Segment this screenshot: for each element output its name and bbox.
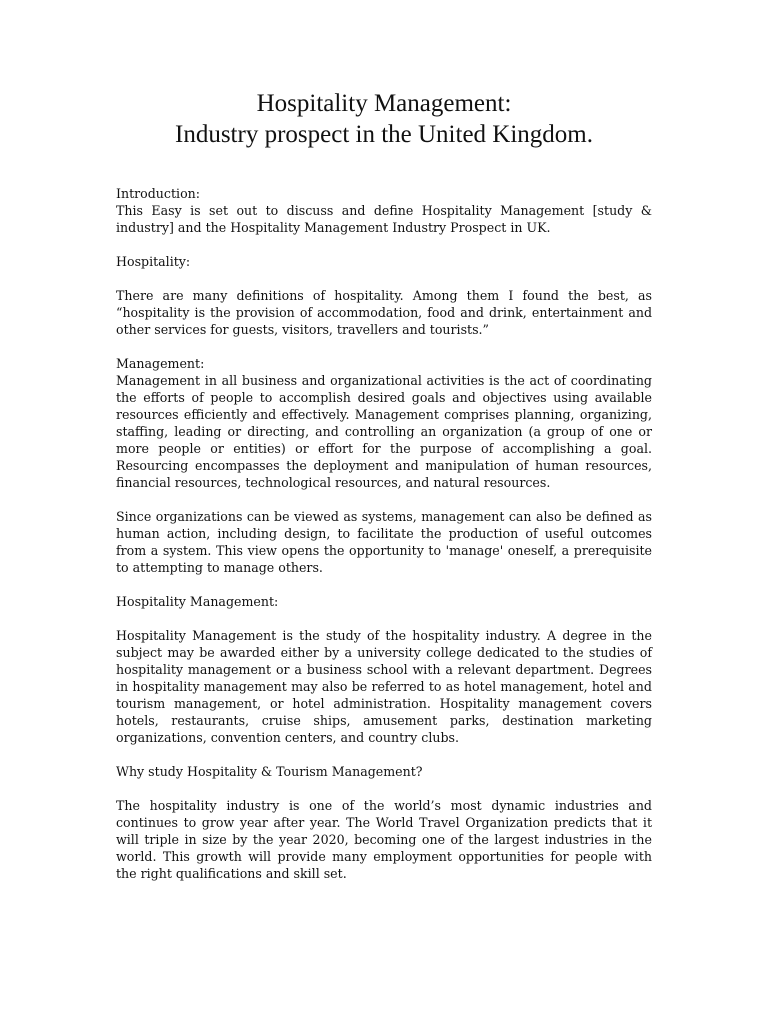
management-paragraph-2: Since organizations can be viewed as systems, management can also be defined as human action, including design, to facilitate the production of useful outcomes from a system. This view opens the opportunity to 'manage' oneself, a prerequisite to attempting to manage others. xyxy=(116,509,652,575)
introduction-paragraph: This Easy is set out to discuss and define Hospitality Management [study & industry] and the Hospitality Management Industry Prospect in UK. xyxy=(116,203,652,235)
title-line-1: Hospitality Management: xyxy=(256,90,512,117)
hospitality-management-paragraph: Hospitality Management is the study of the hospitality industry. A degree in the subject may be awarded either by a university college dedicated to the studies of hospitality management or a business school with a relevant department. Degrees in hospitality management may also be referred to as hotel management, hotel and tourism management, or hotel administration. Hospitality management covers hotels, restaurants, cruise ships, amusement parks, destination marketing organizations, convention centers, and country clubs. xyxy=(116,628,652,745)
document-title xyxy=(116,88,652,150)
document-body xyxy=(116,185,652,882)
management-heading: Management: xyxy=(116,356,205,371)
hospitality-paragraph: There are many definitions of hospitality. Among them I found the best, as “hospitality is the provision of accommodation, food and drink, entertainment and other services for guests, visitors, travellers and tourists.” xyxy=(116,288,652,337)
management-paragraph-1: Management in all business and organizational activities is the act of coordinating the efforts of people to accomplish desired goals and objectives using available resources efficiently and effectively. Management comprises planning, organizing, staffing, leading or directing, and controlling an organization (a group of one or more people or entities) or effort for the purpose of accomplishing a goal. Resourcing encompasses the deployment and manipulation of human resources, financial resources, technological resources, and natural resources. xyxy=(116,373,652,490)
introduction-heading: Introduction: xyxy=(116,186,200,201)
why-study-paragraph: The hospitality industry is one of the world’s most dynamic industries and continues to grow year after year. The World Travel Organization predicts that it will triple in size by the year 2020, becoming one of the largest industries in the world. This growth will provide many employment opportunities for people with the right qualifications and skill set. xyxy=(116,798,652,881)
title-line-2: Industry prospect in the United Kingdom. xyxy=(175,121,593,148)
hospitality-management-heading: Hospitality Management: xyxy=(116,594,279,609)
why-study-heading: Why study Hospitality & Tourism Management? xyxy=(116,764,423,779)
hospitality-heading: Hospitality: xyxy=(116,254,191,269)
